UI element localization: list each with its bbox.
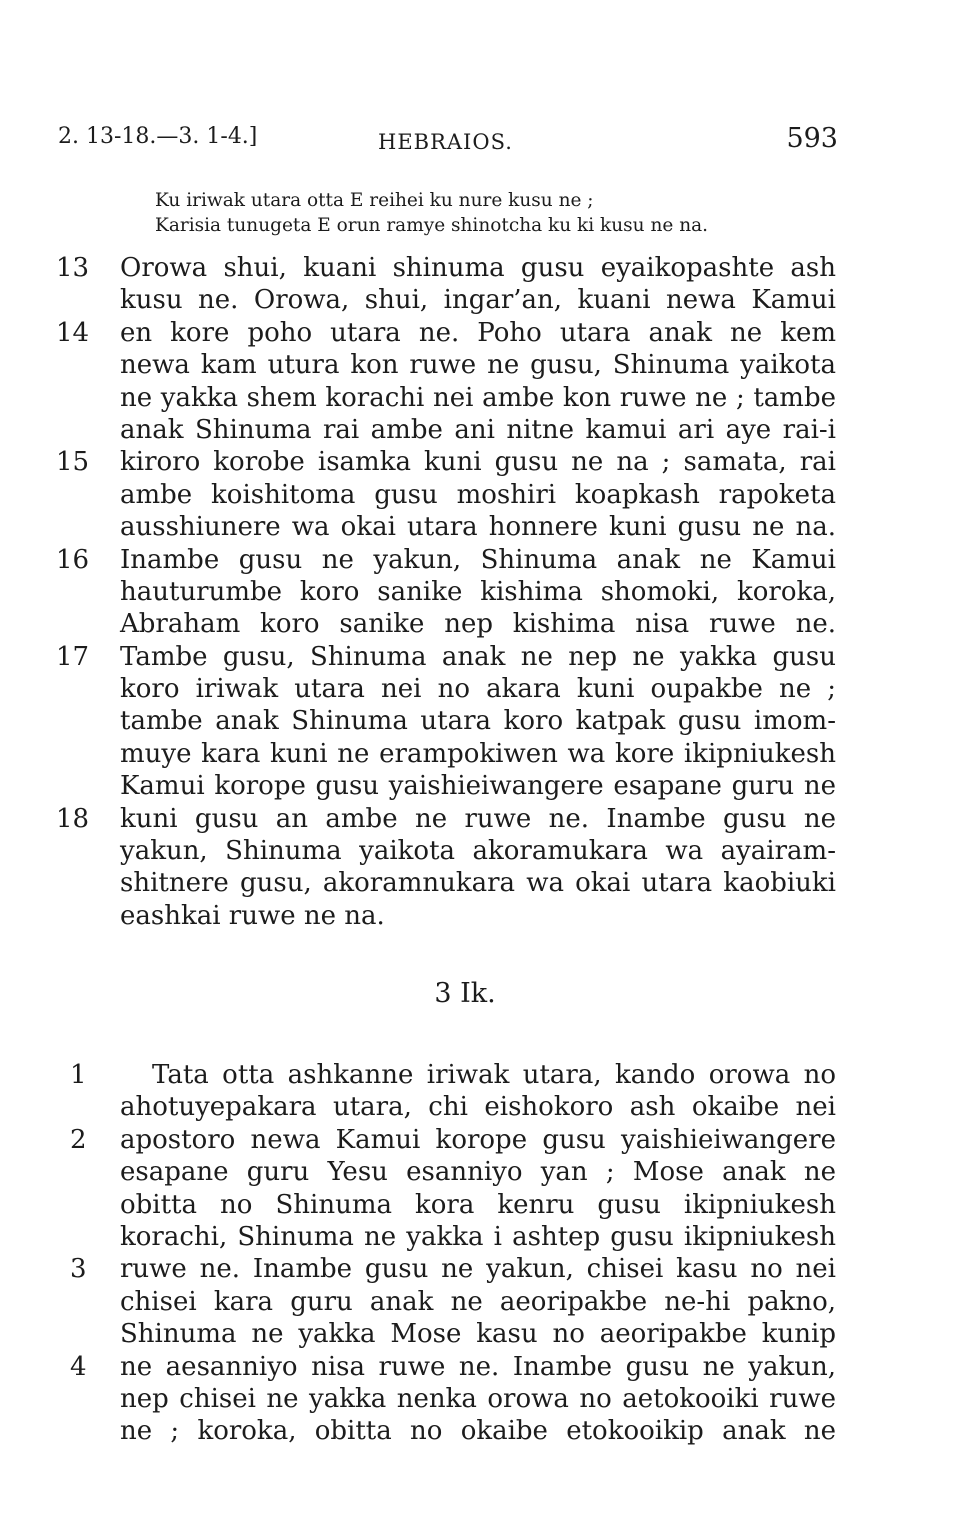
quoted-verse bbox=[155, 188, 795, 238]
running-header bbox=[58, 118, 838, 158]
verse-number: 3 bbox=[70, 1254, 87, 1285]
text-line-row bbox=[0, 576, 960, 608]
verse-number: 13 bbox=[56, 253, 90, 283]
header-title: HEBRAIOS. bbox=[378, 130, 513, 154]
header-reference: 2. 13-18.—3. 1-4.] bbox=[58, 124, 258, 149]
verse-number: 18 bbox=[56, 803, 90, 834]
verse-number: 1 bbox=[70, 1060, 87, 1090]
text-line-row bbox=[0, 1091, 960, 1123]
text-line-row bbox=[0, 673, 960, 705]
quote-line: Ku iriwak utara otta E reihei ku nure kusu ne ; bbox=[155, 190, 594, 211]
verse-number: 16 bbox=[56, 544, 90, 575]
text-line-row bbox=[0, 1156, 960, 1188]
text-line-row bbox=[0, 414, 960, 446]
text-line-row bbox=[0, 803, 960, 835]
chapter-3-text bbox=[0, 1059, 960, 1448]
page-number: 593 bbox=[786, 123, 838, 154]
text-line-row bbox=[0, 1286, 960, 1318]
text-line: Orowa shui, kuani shinuma gusu eyaikopashte ash bbox=[120, 253, 836, 283]
text-line: Tata otta ashkanne iriwak utara, kando orowa no bbox=[152, 1060, 836, 1090]
verse-number: 4 bbox=[70, 1351, 87, 1382]
text-line-row bbox=[0, 1221, 960, 1253]
text-line: Shinuma ne yakka Mose kasu no aeoripakbe kunip bbox=[120, 1319, 836, 1350]
text-line: ne ; koroka, obitta no okaibe etokooikip anak ne bbox=[120, 1416, 836, 1447]
text-line-row bbox=[0, 544, 960, 576]
text-line: eashkai ruwe ne na. bbox=[120, 900, 385, 931]
text-line-row bbox=[0, 446, 960, 478]
text-line-row bbox=[0, 1318, 960, 1350]
chapter-heading-text: 3 Ik. bbox=[434, 978, 496, 1009]
text-line-row bbox=[0, 705, 960, 737]
text-line: korachi, Shinuma ne yakka i ashtep gusu ikipniukesh bbox=[120, 1221, 836, 1252]
text-line: chisei kara guru anak ne aeoripakbe ne-hi pakno, bbox=[120, 1286, 836, 1317]
text-line: ne aesanniyo nisa ruwe ne. Inambe gusu ne yakun, bbox=[120, 1351, 836, 1382]
text-line: shitnere gusu, akoramnukara wa okai utara kaobiuki bbox=[120, 868, 836, 899]
text-line-row bbox=[0, 382, 960, 414]
text-line: yakun, Shinuma yaikota akoramukara wa ayairam- bbox=[120, 836, 836, 867]
text-line-row bbox=[0, 770, 960, 802]
text-line: newa kam utura kon ruwe ne gusu, Shinuma yaikota bbox=[120, 350, 836, 381]
text-line-row bbox=[0, 641, 960, 673]
text-line-row bbox=[0, 835, 960, 867]
chapter-2-text bbox=[0, 252, 960, 932]
text-line-row bbox=[0, 1351, 960, 1383]
text-line: esapane guru Yesu esanniyo yan ; Mose anak ne bbox=[120, 1157, 836, 1188]
verse-number: 2 bbox=[70, 1124, 87, 1155]
text-line: ruwe ne. Inambe gusu ne yakun, chisei kasu no nei bbox=[120, 1254, 836, 1285]
text-line: koro iriwak utara nei no akara kuni oupakbe ne ; bbox=[120, 674, 836, 705]
verse-number: 17 bbox=[56, 641, 90, 672]
text-line: hauturumbe koro sanike kishima shomoki, koroka, bbox=[120, 576, 836, 607]
text-line-row bbox=[0, 1189, 960, 1221]
text-line-row bbox=[0, 252, 960, 284]
text-line-row bbox=[0, 284, 960, 316]
text-line: muye kara kuni ne erampokiwen wa kore ikipniukesh bbox=[120, 738, 836, 769]
text-line-row bbox=[0, 1383, 960, 1415]
text-line-row bbox=[0, 738, 960, 770]
chapter-heading bbox=[0, 978, 960, 1009]
text-line-row bbox=[0, 349, 960, 381]
text-line-row bbox=[0, 1124, 960, 1156]
quote-line: Karisia tunugeta E orun ramye shinotcha ku ki kusu ne na. bbox=[155, 215, 709, 236]
verse-number: 14 bbox=[56, 317, 90, 348]
text-line: ne yakka shem korachi nei ambe kon ruwe ne ; tambe bbox=[120, 382, 836, 413]
text-line-row bbox=[0, 900, 960, 932]
text-line-row bbox=[0, 608, 960, 640]
text-line: Inambe gusu ne yakun, Shinuma anak ne Kamui bbox=[120, 544, 836, 575]
text-line-row bbox=[0, 1415, 960, 1447]
text-line: anak Shinuma rai ambe ani nitne kamui ari aye rai-i bbox=[120, 414, 836, 445]
text-line-row bbox=[0, 479, 960, 511]
text-line: kusu ne. Orowa, shui, ingar’an, kuani newa Kamui bbox=[120, 285, 836, 316]
text-line-row bbox=[0, 1059, 960, 1091]
text-line-row bbox=[0, 1253, 960, 1285]
text-line: kiroro korobe isamka kuni gusu ne na ; samata, rai bbox=[120, 447, 836, 478]
text-line: Kamui korope gusu yaishieiwangere esapane guru ne bbox=[120, 771, 836, 802]
text-line: ausshiunere wa okai utara honnere kuni gusu ne na. bbox=[120, 512, 836, 543]
text-line: en kore poho utara ne. Poho utara anak ne kem bbox=[120, 317, 836, 348]
verse-number: 15 bbox=[56, 447, 90, 478]
text-line: Abraham koro sanike nep kishima nisa ruwe ne. bbox=[120, 609, 836, 640]
text-line: nep chisei ne yakka nenka orowa no aetokooiki ruwe bbox=[120, 1383, 836, 1414]
text-line: tambe anak Shinuma utara koro katpak gusu imom- bbox=[120, 706, 836, 737]
text-line: Tambe gusu, Shinuma anak ne nep ne yakka gusu bbox=[120, 641, 836, 672]
text-line: apostoro newa Kamui korope gusu yaishieiwangere bbox=[120, 1124, 836, 1155]
text-line: kuni gusu an ambe ne ruwe ne. Inambe gusu ne bbox=[120, 803, 836, 834]
text-line: obitta no Shinuma kora kenru gusu ikipniukesh bbox=[120, 1189, 836, 1220]
text-line: ambe koishitoma gusu moshiri koapkash rapoketa bbox=[120, 479, 836, 510]
text-line: ahotuyepakara utara, chi eishokoro ash okaibe nei bbox=[120, 1092, 836, 1123]
text-line-row bbox=[0, 867, 960, 899]
text-line-row bbox=[0, 511, 960, 543]
text-line-row bbox=[0, 317, 960, 349]
